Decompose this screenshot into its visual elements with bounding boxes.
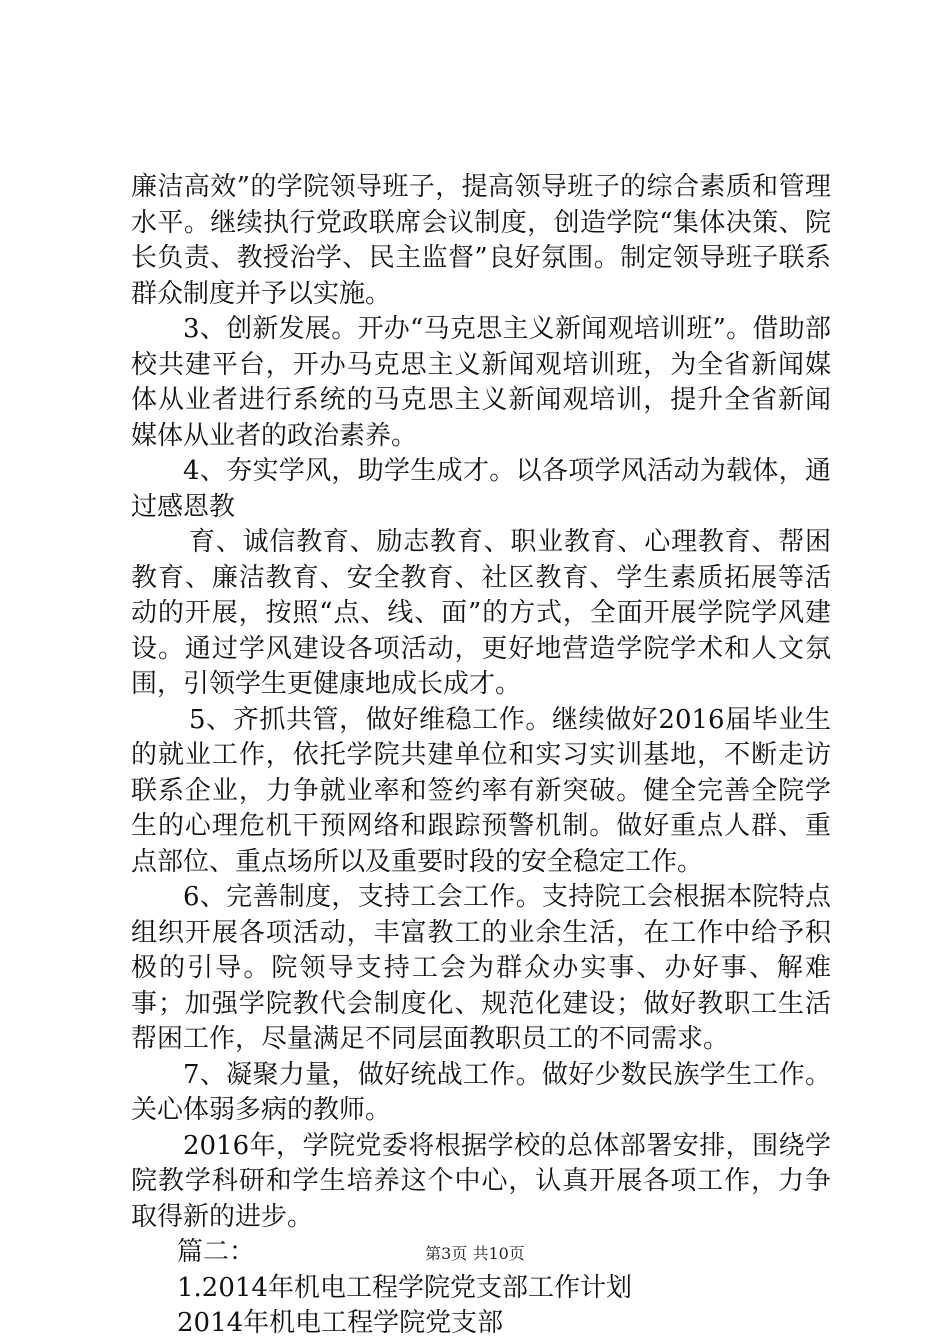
page-footer: 第3页 共10页: [425, 1244, 525, 1263]
paragraph-study-style: 4、夯实学风，助学生成才。以各项学风活动为载体，通过感恩教: [131, 456, 831, 522]
document-body: [131, 170, 831, 1342]
paragraph-union: 6、完善制度，支持工会工作。支持院工会根据本院特点组织开展各项活动，丰富教工的业余生活，在工作中给予积极的引导。院领导支持工会为群众办实事、办好事、解难事；加强学院教代会制度化、规范化建设；做好教职工生活帮困工作，尽量满足不同层面教职员工的不同需求。: [131, 882, 831, 1054]
paragraph-leadership: 廉洁高效”的学院领导班子，提高领导班子的综合素质和管理水平。继续执行党政联席会议制度，创造学院“集体决策、院长负责、教授治学、民主监督”良好氛围。制定领导班子联系群众制度并予以实施。: [131, 172, 831, 309]
section-title: 1.2014年机电工程学院党支部工作计划: [177, 1272, 632, 1303]
paragraph-summary: 2016年，学院党委将根据学校的总体部署安排，围绕学院教学科研和学生培养这个中心，认真开展各项工作，力争取得新的进步。: [131, 1130, 831, 1232]
section-heading: 篇二：: [177, 1237, 256, 1267]
paragraph-stability: 5、齐抓共管，做好维稳工作。继续做好2016届毕业生的就业工作，依托学院共建单位和实习实训基地，不断走访联系企业，力争就业率和签约率有新突破。健全完善全院学生的心理危机干预网络和跟踪预警机制。做好重点人群、重点部位、重点场所以及重要时段的安全稳定工作。: [131, 704, 831, 877]
paragraph-united-front: 7、凝聚力量，做好统战工作。做好少数民族学生工作。关心体弱多病的教师。: [131, 1059, 831, 1125]
paragraph-education: 育、诚信教育、励志教育、职业教育、心理教育、帮困教育、廉洁教育、安全教育、社区教育、学生素质拓展等活动的开展，按照“点、线、面”的方式，全面开展学院学风建设。通过学风建设各项活动，更好地营造学院学术和人文氛围，引领学生更健康地成长成才。: [131, 527, 831, 699]
paragraph-innovation: 3、创新发展。开办“马克思主义新闻观培训班”。借助部校共建平台，开办马克思主义新闻观培训班，为全省新闻媒体从业者进行系统的马克思主义新闻观培训，提升全省新闻媒体从业者的政治素养。: [131, 314, 831, 451]
section-subtitle: 2014年机电工程学院党支部: [177, 1308, 504, 1338]
